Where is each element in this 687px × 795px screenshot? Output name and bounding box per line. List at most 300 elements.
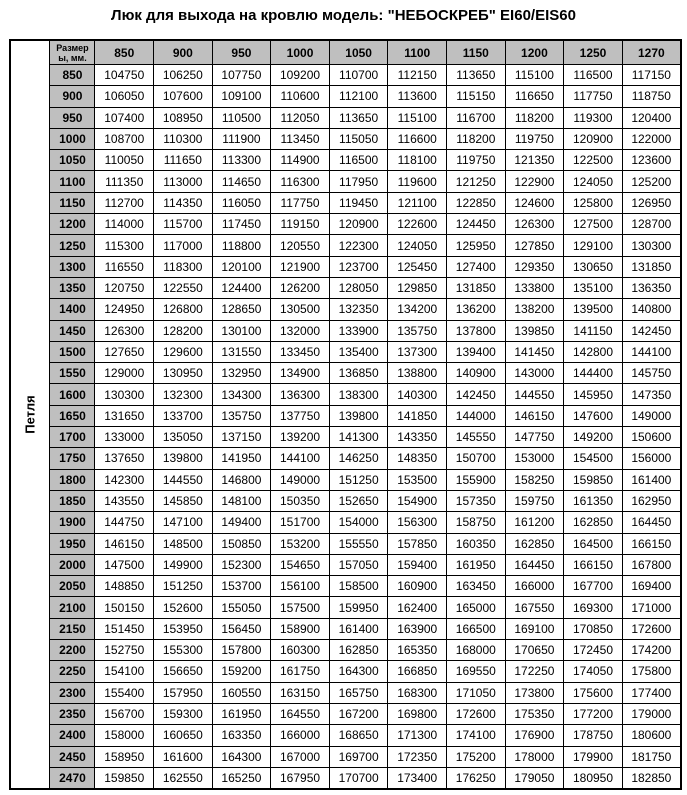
price-cell: 135050 <box>154 427 213 448</box>
price-cell: 131850 <box>447 277 506 298</box>
side-label: Петля <box>22 395 38 434</box>
price-cell: 168300 <box>388 682 447 703</box>
price-cell: 116700 <box>447 107 506 128</box>
price-cell: 129850 <box>388 277 447 298</box>
price-cell: 147350 <box>622 384 681 405</box>
price-cell: 172350 <box>388 746 447 767</box>
row-header: 1950 <box>50 533 95 554</box>
price-cell: 129600 <box>154 341 213 362</box>
price-cell: 174100 <box>447 725 506 746</box>
price-cell: 161350 <box>564 490 623 511</box>
price-cell: 166500 <box>447 618 506 639</box>
price-cell: 152750 <box>95 640 154 661</box>
price-cell: 138300 <box>329 384 388 405</box>
price-cell: 167800 <box>622 554 681 575</box>
table-row <box>10 533 681 554</box>
price-cell: 175200 <box>447 746 506 767</box>
price-cell: 124950 <box>95 299 154 320</box>
price-cell: 130300 <box>622 235 681 256</box>
price-cell: 135750 <box>212 405 271 426</box>
price-cell: 146250 <box>329 448 388 469</box>
price-cell: 122900 <box>505 171 564 192</box>
price-cell: 163450 <box>447 576 506 597</box>
price-cell: 127500 <box>564 214 623 235</box>
price-cell: 182850 <box>622 767 681 789</box>
price-cell: 156650 <box>154 661 213 682</box>
price-cell: 110300 <box>154 128 213 149</box>
price-cell: 158750 <box>447 512 506 533</box>
price-cell: 107400 <box>95 107 154 128</box>
price-cell: 169700 <box>329 746 388 767</box>
price-cell: 161400 <box>329 618 388 639</box>
price-cell: 174200 <box>622 640 681 661</box>
price-cell: 171050 <box>447 682 506 703</box>
price-cell: 135400 <box>329 341 388 362</box>
price-cell: 125800 <box>564 192 623 213</box>
price-cell: 126300 <box>95 320 154 341</box>
price-cell: 175600 <box>564 682 623 703</box>
price-cell: 161600 <box>154 746 213 767</box>
price-cell: 177200 <box>564 703 623 724</box>
price-cell: 160900 <box>388 576 447 597</box>
row-header: 1150 <box>50 192 95 213</box>
row-header: 1800 <box>50 469 95 490</box>
price-cell: 141150 <box>564 320 623 341</box>
price-cell: 169550 <box>447 661 506 682</box>
price-cell: 137650 <box>95 448 154 469</box>
price-cell: 141450 <box>505 341 564 362</box>
price-cell: 154100 <box>95 661 154 682</box>
price-cell: 156100 <box>271 576 330 597</box>
price-cell: 112100 <box>329 86 388 107</box>
price-cell: 133000 <box>95 427 154 448</box>
price-cell: 142300 <box>95 469 154 490</box>
price-cell: 141950 <box>212 448 271 469</box>
price-cell: 166150 <box>622 533 681 554</box>
price-cell: 111900 <box>212 128 271 149</box>
row-header: 2350 <box>50 703 95 724</box>
price-cell: 122300 <box>329 235 388 256</box>
price-cell: 149000 <box>271 469 330 490</box>
row-header: 2150 <box>50 618 95 639</box>
row-header: 1650 <box>50 405 95 426</box>
price-cell: 136300 <box>271 384 330 405</box>
price-cell: 108700 <box>95 128 154 149</box>
row-header: 1100 <box>50 171 95 192</box>
price-cell: 138200 <box>505 299 564 320</box>
price-cell: 150850 <box>212 533 271 554</box>
price-cell: 119150 <box>271 214 330 235</box>
price-cell: 166850 <box>388 661 447 682</box>
price-cell: 148850 <box>95 576 154 597</box>
price-cell: 147750 <box>505 427 564 448</box>
price-cell: 146800 <box>212 469 271 490</box>
price-cell: 163350 <box>212 725 271 746</box>
row-header: 850 <box>50 65 95 86</box>
price-cell: 145750 <box>622 363 681 384</box>
price-cell: 120100 <box>212 256 271 277</box>
price-cell: 140900 <box>447 363 506 384</box>
row-header: 1900 <box>50 512 95 533</box>
price-cell: 106050 <box>95 86 154 107</box>
table-row <box>10 320 681 341</box>
row-header: 1200 <box>50 214 95 235</box>
price-cell: 155300 <box>154 640 213 661</box>
price-cell: 172600 <box>622 618 681 639</box>
price-cell: 144100 <box>271 448 330 469</box>
row-header: 1450 <box>50 320 95 341</box>
price-cell: 124050 <box>388 235 447 256</box>
price-cell: 126300 <box>505 214 564 235</box>
price-cell: 161950 <box>447 554 506 575</box>
price-cell: 114650 <box>212 171 271 192</box>
price-cell: 151450 <box>95 618 154 639</box>
price-cell: 135750 <box>388 320 447 341</box>
price-cell: 160650 <box>154 725 213 746</box>
price-cell: 156700 <box>95 703 154 724</box>
price-cell: 160300 <box>271 640 330 661</box>
price-cell: 127850 <box>505 235 564 256</box>
price-cell: 166150 <box>564 554 623 575</box>
price-cell: 110700 <box>329 65 388 86</box>
price-cell: 142450 <box>622 320 681 341</box>
corner-label: Размер ы, мм. <box>50 40 95 65</box>
price-cell: 106250 <box>154 65 213 86</box>
column-header: 950 <box>212 40 271 65</box>
price-cell: 149400 <box>212 512 271 533</box>
price-cell: 161200 <box>505 512 564 533</box>
table-row <box>10 256 681 277</box>
price-cell: 115100 <box>505 65 564 86</box>
price-cell: 107750 <box>212 65 271 86</box>
price-cell: 133800 <box>505 277 564 298</box>
price-cell: 117750 <box>271 192 330 213</box>
price-cell: 172250 <box>505 661 564 682</box>
price-cell: 150700 <box>447 448 506 469</box>
price-cell: 159200 <box>212 661 271 682</box>
price-cell: 153200 <box>271 533 330 554</box>
price-cell: 116550 <box>95 256 154 277</box>
price-cell: 113650 <box>447 65 506 86</box>
price-cell: 149200 <box>564 427 623 448</box>
price-cell: 152600 <box>154 597 213 618</box>
row-header: 2000 <box>50 554 95 575</box>
price-cell: 179000 <box>622 703 681 724</box>
row-header: 2450 <box>50 746 95 767</box>
price-cell: 156300 <box>388 512 447 533</box>
row-header: 2050 <box>50 576 95 597</box>
price-cell: 120900 <box>329 214 388 235</box>
price-cell: 130650 <box>564 256 623 277</box>
price-cell: 162850 <box>564 512 623 533</box>
table-row <box>10 448 681 469</box>
price-cell: 167550 <box>505 597 564 618</box>
price-cell: 176900 <box>505 725 564 746</box>
price-cell: 138800 <box>388 363 447 384</box>
price-cell: 130500 <box>271 299 330 320</box>
price-cell: 162850 <box>329 640 388 661</box>
price-cell: 157050 <box>329 554 388 575</box>
price-cell: 151250 <box>154 576 213 597</box>
price-cell: 157950 <box>154 682 213 703</box>
price-cell: 116650 <box>505 86 564 107</box>
row-header: 1500 <box>50 341 95 362</box>
price-cell: 137300 <box>388 341 447 362</box>
price-cell: 117000 <box>154 235 213 256</box>
price-cell: 132000 <box>271 320 330 341</box>
table-row <box>10 107 681 128</box>
price-cell: 136200 <box>447 299 506 320</box>
price-cell: 169800 <box>388 703 447 724</box>
price-cell: 125950 <box>447 235 506 256</box>
column-header: 1000 <box>271 40 330 65</box>
price-cell: 128050 <box>329 277 388 298</box>
price-cell: 134200 <box>388 299 447 320</box>
price-cell: 159950 <box>329 597 388 618</box>
price-cell: 167000 <box>271 746 330 767</box>
price-cell: 143350 <box>388 427 447 448</box>
price-cell: 124050 <box>564 171 623 192</box>
price-cell: 112150 <box>388 65 447 86</box>
price-cell: 127650 <box>95 341 154 362</box>
price-cell: 145950 <box>564 384 623 405</box>
price-cell: 115100 <box>388 107 447 128</box>
price-cell: 157850 <box>388 533 447 554</box>
side-label-cell <box>10 40 50 789</box>
price-cell: 119450 <box>329 192 388 213</box>
price-cell: 136850 <box>329 363 388 384</box>
price-cell: 148350 <box>388 448 447 469</box>
price-cell: 144000 <box>447 405 506 426</box>
price-cell: 162550 <box>154 767 213 789</box>
price-cell: 165350 <box>388 640 447 661</box>
price-cell: 168000 <box>447 640 506 661</box>
price-cell: 150350 <box>271 490 330 511</box>
price-cell: 162400 <box>388 597 447 618</box>
price-cell: 155900 <box>447 469 506 490</box>
row-header: 2100 <box>50 597 95 618</box>
price-cell: 137800 <box>447 320 506 341</box>
price-cell: 162850 <box>505 533 564 554</box>
price-cell: 168650 <box>329 725 388 746</box>
price-cell: 127400 <box>447 256 506 277</box>
row-header: 950 <box>50 107 95 128</box>
price-cell: 169400 <box>622 576 681 597</box>
price-cell: 119300 <box>564 107 623 128</box>
price-cell: 165000 <box>447 597 506 618</box>
table-row <box>10 427 681 448</box>
price-cell: 157350 <box>447 490 506 511</box>
price-cell: 156450 <box>212 618 271 639</box>
price-cell: 113000 <box>154 171 213 192</box>
price-cell: 123600 <box>622 150 681 171</box>
table-row <box>10 65 681 86</box>
price-cell: 131650 <box>95 405 154 426</box>
price-cell: 147600 <box>564 405 623 426</box>
price-cell: 113300 <box>212 150 271 171</box>
price-cell: 131550 <box>212 341 271 362</box>
price-cell: 143550 <box>95 490 154 511</box>
table-row <box>10 341 681 362</box>
price-cell: 157800 <box>212 640 271 661</box>
price-table <box>9 39 682 790</box>
price-cell: 118200 <box>505 107 564 128</box>
price-cell: 170700 <box>329 767 388 789</box>
price-cell: 121350 <box>505 150 564 171</box>
price-cell: 144550 <box>154 469 213 490</box>
row-header: 1050 <box>50 150 95 171</box>
price-cell: 121900 <box>271 256 330 277</box>
table-row <box>10 490 681 511</box>
row-header: 1700 <box>50 427 95 448</box>
price-cell: 164450 <box>505 554 564 575</box>
price-cell: 129000 <box>95 363 154 384</box>
table-row <box>10 277 681 298</box>
price-cell: 104750 <box>95 65 154 86</box>
price-cell: 153500 <box>388 469 447 490</box>
price-cell: 153700 <box>212 576 271 597</box>
price-cell: 130300 <box>95 384 154 405</box>
price-cell: 158900 <box>271 618 330 639</box>
price-cell: 161750 <box>271 661 330 682</box>
price-cell: 174050 <box>564 661 623 682</box>
price-cell: 113450 <box>271 128 330 149</box>
table-row <box>10 86 681 107</box>
price-cell: 108950 <box>154 107 213 128</box>
table-row <box>10 384 681 405</box>
price-cell: 165750 <box>329 682 388 703</box>
table-row <box>10 682 681 703</box>
price-cell: 131850 <box>622 256 681 277</box>
row-header: 1300 <box>50 256 95 277</box>
price-cell: 124450 <box>447 214 506 235</box>
price-cell: 142450 <box>447 384 506 405</box>
price-cell: 114000 <box>95 214 154 235</box>
price-cell: 126800 <box>154 299 213 320</box>
price-cell: 161950 <box>212 703 271 724</box>
price-cell: 120900 <box>564 128 623 149</box>
price-cell: 144750 <box>95 512 154 533</box>
price-cell: 143000 <box>505 363 564 384</box>
price-cell: 117450 <box>212 214 271 235</box>
table-row <box>10 171 681 192</box>
price-cell: 118100 <box>388 150 447 171</box>
price-cell: 154650 <box>271 554 330 575</box>
row-header: 1000 <box>50 128 95 149</box>
row-header: 1850 <box>50 490 95 511</box>
price-cell: 110500 <box>212 107 271 128</box>
price-cell: 166000 <box>505 576 564 597</box>
price-cell: 139400 <box>447 341 506 362</box>
price-cell: 172450 <box>564 640 623 661</box>
price-cell: 146150 <box>505 405 564 426</box>
price-cell: 180600 <box>622 725 681 746</box>
price-cell: 122600 <box>388 214 447 235</box>
price-cell: 167700 <box>564 576 623 597</box>
row-header: 2470 <box>50 767 95 789</box>
price-cell: 116500 <box>329 150 388 171</box>
price-cell: 155400 <box>95 682 154 703</box>
price-cell: 148100 <box>212 490 271 511</box>
price-cell: 125200 <box>622 171 681 192</box>
price-cell: 130950 <box>154 363 213 384</box>
table-row <box>10 640 681 661</box>
price-cell: 145550 <box>447 427 506 448</box>
column-header: 900 <box>154 40 213 65</box>
price-cell: 160350 <box>447 533 506 554</box>
column-header: 1050 <box>329 40 388 65</box>
table-row <box>10 128 681 149</box>
price-cell: 139850 <box>505 320 564 341</box>
price-cell: 165250 <box>212 767 271 789</box>
price-cell: 170650 <box>505 640 564 661</box>
table-row <box>10 363 681 384</box>
row-header: 2250 <box>50 661 95 682</box>
price-cell: 133900 <box>329 320 388 341</box>
price-cell: 124600 <box>505 192 564 213</box>
price-cell: 134300 <box>212 384 271 405</box>
price-cell: 159850 <box>564 469 623 490</box>
price-cell: 172600 <box>447 703 506 724</box>
table-row <box>10 469 681 490</box>
price-cell: 139200 <box>271 427 330 448</box>
price-cell: 155550 <box>329 533 388 554</box>
price-cell: 161400 <box>622 469 681 490</box>
price-cell: 146150 <box>95 533 154 554</box>
price-cell: 133450 <box>271 341 330 362</box>
price-cell: 121100 <box>388 192 447 213</box>
price-cell: 122850 <box>447 192 506 213</box>
price-cell: 110600 <box>271 86 330 107</box>
table-row <box>10 235 681 256</box>
price-cell: 171000 <box>622 597 681 618</box>
price-cell: 116600 <box>388 128 447 149</box>
price-cell: 126200 <box>271 277 330 298</box>
price-cell: 135100 <box>564 277 623 298</box>
price-cell: 173800 <box>505 682 564 703</box>
price-cell: 116300 <box>271 171 330 192</box>
price-cell: 112700 <box>95 192 154 213</box>
column-header: 1100 <box>388 40 447 65</box>
price-cell: 163900 <box>388 618 447 639</box>
price-cell: 141850 <box>388 405 447 426</box>
price-cell: 120550 <box>271 235 330 256</box>
price-cell: 171300 <box>388 725 447 746</box>
price-cell: 156000 <box>622 448 681 469</box>
price-cell: 167200 <box>329 703 388 724</box>
price-cell: 145850 <box>154 490 213 511</box>
price-cell: 117150 <box>622 65 681 86</box>
price-cell: 144400 <box>564 363 623 384</box>
price-cell: 116500 <box>564 65 623 86</box>
price-cell: 118800 <box>212 235 271 256</box>
row-header: 1400 <box>50 299 95 320</box>
price-cell: 129100 <box>564 235 623 256</box>
price-cell: 179050 <box>505 767 564 789</box>
row-header: 1750 <box>50 448 95 469</box>
table-row <box>10 746 681 767</box>
price-cell: 164550 <box>271 703 330 724</box>
price-cell: 164500 <box>564 533 623 554</box>
price-cell: 115300 <box>95 235 154 256</box>
price-cell: 128700 <box>622 214 681 235</box>
table-row <box>10 405 681 426</box>
price-cell: 151700 <box>271 512 330 533</box>
table-row <box>10 597 681 618</box>
price-cell: 170850 <box>564 618 623 639</box>
price-cell: 121250 <box>447 171 506 192</box>
price-cell: 163150 <box>271 682 330 703</box>
